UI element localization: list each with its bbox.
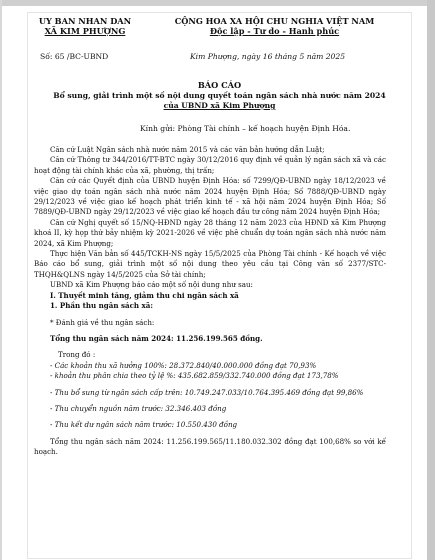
addressee: Kính gửi: Phòng Tài chính – kế hoạch huyện Định Hóa. (140, 124, 351, 133)
viewer-left-edge (0, 0, 2, 560)
national-motto (168, 16, 381, 36)
nation-line-2: Độc lập - Tư do - Hanh phúc (209, 26, 340, 36)
paragraph-legal-basis-4: Căn cứ Nghị quyết số 15/NQ-HĐND ngày 28 tháng 12 năm 2023 của HĐND xã Kim Phượng khoá II, kỳ họp thứ bảy nhiệm kỳ 2021-2026 về việc phê chuẩn dự toán ngân sách nhà nước năm 2024, xã Kim Phượng; (34, 217, 386, 248)
subtitle-line-2: của UBND xã Kim Phượng (163, 101, 276, 110)
breakdown-item: - Các khoản thu xã hưởng 100%: 28.372.840/40.000.000 đồng đạt 70,93% (50, 360, 317, 370)
document-body (34, 145, 386, 458)
section-heading-1: I. Thuyết minh tăng, giảm thu chi ngân sách xã (50, 290, 239, 300)
document-date: Kim Phượng, ngày 16 tháng 5 năm 2025 (190, 52, 346, 61)
nation-line-1: CỘNG HOA XA HỘI CHU NGHIA VIỆT NAM (174, 16, 375, 26)
paragraph-report-intro: UBND xã Kim Phượng báo cáo một số nội dung như sau: (50, 280, 253, 290)
closing-total: Tổng thu ngân sách năm 2024: 11.256.199.565/11.180.032.302 đồng đạt 100,68% so với kế hoạch. (34, 436, 386, 457)
issuing-agency (30, 16, 140, 36)
document-number: Số: 65 /BC-UBND (40, 52, 109, 61)
breakdown-item: - khoản thu phân chia theo tỷ lệ %: 435.682.859/332.740.000 đồng đạt 173,78% (50, 371, 339, 381)
subtitle-line-1: Bổ sung, giải trình một số nội dung quyết toán ngân sách nhà nước năm 2024 (53, 91, 386, 100)
document-subtitle (28, 91, 411, 111)
breakdown-intro: Trong đó : (58, 350, 96, 360)
subsection-heading-1-1: 1. Phần thu ngân sách xã: (50, 301, 153, 311)
breakdown-item: - Thu kết dư ngân sách năm trước: 10.550.430 đồng (50, 420, 238, 430)
total-revenue-line: Tổng thu ngân sách năm 2024: 11.256.199.565 đồng. (50, 333, 263, 343)
viewer-scrollbar[interactable] (427, 0, 435, 560)
paragraph-legal-basis-5: Thực hiện Văn bản số 445/TCKH-NS ngày 15/5/2025 của Phòng Tài chính - Kế hoạch về việc Báo cáo bổ sung, giải trình một số nội dung theo yêu cầu tại Công văn số 2377/STC-THQH&QLNS ngày 14/5/2025 của Sở tài chính; (34, 249, 386, 279)
viewer-top-edge (0, 0, 435, 6)
document-title: BÁO CÁO (197, 80, 242, 90)
agency-line-1: UY BAN NHAN DAN (38, 16, 132, 26)
breakdown-item: - Thu bổ sung từ ngân sách cấp trên: 10.749.247.033/10.764.395.469 đồng đạt 99,86% (50, 387, 364, 397)
paragraph-legal-basis-3: Căn cứ các Quyết định của UBND huyện Định Hóa: số 7299/QĐ-UBND ngày 18/12/2023 về việc giao dự toán ngân sách nhà nước năm 2024 huyện Định Hóa; Số 7888/QĐ-UBND ngày 29/12/2023 về việc giao kế hoạch phát triển kinh tế - xã hội năm 2024 huyện Định Hóa; Số 7889/QĐ-UBND ngày 29/12/2023 về việc giao kế hoạch đầu tư công năm 2024 huyện Định Hóa; (34, 176, 386, 217)
paragraph-legal-basis-1: Căn cứ Luật Ngân sách nhà nước năm 2015 và các văn bản hướng dẫn Luật; (50, 145, 325, 154)
agency-line-2: XÃ KIM PHƯỢNG (44, 26, 126, 36)
assessment-note: * Đánh giá về thu ngân sách: (50, 317, 155, 327)
paragraph-legal-basis-2: Căn cứ Thông tư 344/2016/TT-BTC ngày 30/12/2016 quy định về quản lý ngân sách xã và các hoạt động tài chính khác của xã, phường, thị trấn; (34, 155, 386, 175)
breakdown-item: - Thu chuyển nguồn năm trước: 32.346.403 đồng (50, 403, 227, 413)
